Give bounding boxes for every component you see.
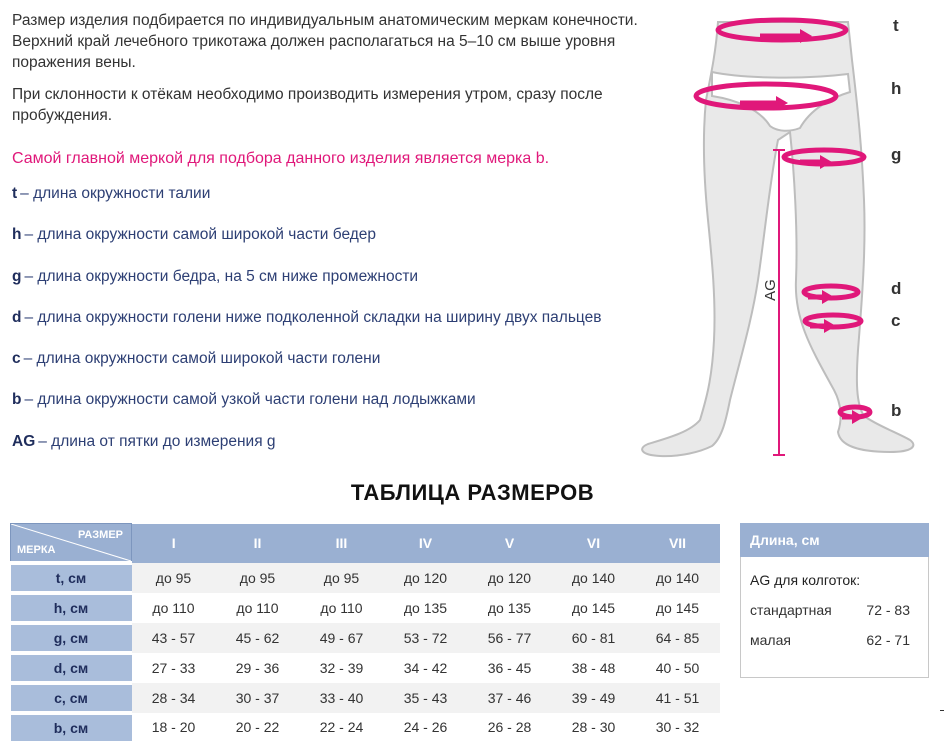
definition-letter: g — [12, 267, 22, 285]
table-cell: 53 - 72 — [384, 623, 468, 653]
length-row-standard — [741, 595, 928, 625]
row-label: g, см — [11, 623, 132, 653]
table-cell: 28 - 30 — [552, 713, 636, 741]
size-table — [10, 523, 720, 741]
table-cell: 29 - 36 — [216, 653, 300, 683]
table-cell: 27 - 33 — [132, 653, 216, 683]
table-row-h — [11, 593, 720, 623]
intro-paragraph-2: При склонности к отёкам необходимо производить измерения утром, сразу после пробуждения. — [12, 86, 603, 124]
table-cell: 26 - 28 — [468, 713, 552, 741]
definition-text: – длина окружности голени ниже подколенной складки на ширину двух пальцев — [24, 308, 602, 326]
table-cell: до 135 — [468, 593, 552, 623]
ag-label: AG — [762, 279, 779, 301]
size-header-row — [11, 524, 720, 564]
size-header: V — [468, 524, 552, 564]
table-row-c — [11, 683, 720, 713]
table-cell: 30 - 37 — [216, 683, 300, 713]
label-t: t — [893, 16, 899, 35]
table-cell: 39 - 49 — [552, 683, 636, 713]
definition-text: – длина окружности самой широкой части бедер — [24, 226, 377, 244]
definitions-list — [12, 185, 702, 474]
table-cell: 22 - 24 — [300, 713, 384, 741]
table-cell: 37 - 46 — [468, 683, 552, 713]
table-cell: до 145 — [552, 593, 636, 623]
definition-d — [12, 309, 702, 350]
table-cell: до 140 — [552, 563, 636, 593]
table-cell: 33 - 40 — [300, 683, 384, 713]
table-cell: 56 - 77 — [468, 623, 552, 653]
label-d: d — [891, 279, 902, 298]
table-row-t — [11, 563, 720, 593]
definition-ag — [12, 433, 702, 474]
table-cell: 45 - 62 — [216, 623, 300, 653]
row-label: c, см — [11, 683, 132, 713]
table-cell: до 145 — [636, 593, 720, 623]
definition-text: – длина окружности талии — [20, 185, 211, 202]
table-cell: до 120 — [468, 563, 552, 593]
definition-t — [12, 185, 702, 226]
length-header: Длина, см — [740, 523, 929, 557]
length-subtitle: AG для колготок: — [750, 572, 861, 588]
table-cell: 43 - 57 — [132, 623, 216, 653]
definition-letter: t — [12, 185, 18, 202]
row-label: d, см — [11, 653, 132, 683]
table-cell: до 135 — [384, 593, 468, 623]
corner-measure-label: МЕРКА — [17, 544, 56, 556]
definition-text: – длина окружности бедра, на 5 см ниже промежности — [24, 267, 419, 285]
table-cell: 40 - 50 — [636, 653, 720, 683]
label-c: c — [891, 311, 901, 330]
length-row-small — [741, 625, 928, 655]
row-label: b, см — [11, 713, 132, 741]
row-label: t, см — [11, 563, 132, 593]
label-g: g — [891, 145, 902, 164]
table-row-d — [11, 653, 720, 683]
definition-b — [12, 391, 702, 432]
table-cell: 38 - 48 — [552, 653, 636, 683]
table-cell: 60 - 81 — [552, 623, 636, 653]
size-header: VI — [552, 524, 636, 564]
intro-text — [12, 10, 652, 137]
length-value: 62 - 71 — [866, 632, 910, 648]
definition-letter: d — [12, 308, 22, 326]
edge-mark — [940, 710, 944, 711]
table-row-g — [11, 623, 720, 653]
definition-text: – длина окружности самой широкой части голени — [23, 350, 381, 368]
definition-letter: c — [12, 350, 21, 368]
table-cell: 20 - 22 — [216, 713, 300, 741]
size-header: I — [132, 524, 216, 564]
table-cell: до 95 — [132, 563, 216, 593]
length-body — [740, 557, 929, 678]
table-cell: 35 - 43 — [384, 683, 468, 713]
definition-g — [12, 268, 702, 309]
key-note: Самой главной меркой для подбора данного изделия является мерка b. — [12, 150, 550, 167]
size-header: VII — [636, 524, 720, 564]
table-cell: 30 - 32 — [636, 713, 720, 741]
table-cell: до 110 — [216, 593, 300, 623]
table-title: ТАБЛИЦА РАЗМЕРОВ — [350, 480, 595, 505]
label-h: h — [891, 79, 902, 98]
definition-text: – длина окружности самой узкой части голени над лодыжками — [24, 391, 476, 409]
table-cell: до 110 — [132, 593, 216, 623]
size-header: III — [300, 524, 384, 564]
table-cell: 18 - 20 — [132, 713, 216, 741]
table-cell: 32 - 39 — [300, 653, 384, 683]
label-b: b — [891, 401, 902, 420]
table-cell: до 120 — [384, 563, 468, 593]
definition-letter: h — [12, 226, 22, 244]
table-cell: до 95 — [216, 563, 300, 593]
intro-paragraph-1: Размер изделия подбирается по индивидуальным анатомическим меркам конечности. Верхний край лечебного трикотажа должен располагаться на 5–10 см выше уровня поражения вены. — [12, 12, 638, 71]
table-cell: до 140 — [636, 563, 720, 593]
table-cell: 24 - 26 — [384, 713, 468, 741]
length-label: стандартная — [750, 602, 832, 618]
definition-h — [12, 226, 702, 267]
corner-cell — [11, 524, 132, 564]
table-cell: до 110 — [300, 593, 384, 623]
table-cell: 64 - 85 — [636, 623, 720, 653]
length-table — [740, 523, 929, 678]
table-cell: 41 - 51 — [636, 683, 720, 713]
row-label: h, см — [11, 593, 132, 623]
legs-illustration — [630, 0, 945, 470]
table-row-b — [11, 713, 720, 741]
corner-size-label: РАЗМЕР — [77, 529, 123, 541]
length-label: малая — [750, 632, 791, 648]
length-value: 72 - 83 — [866, 602, 910, 618]
definition-letter: b — [12, 391, 22, 409]
table-cell: 28 - 34 — [132, 683, 216, 713]
definition-letter: AG — [12, 432, 36, 450]
measurement-figure — [630, 0, 945, 470]
table-cell: 34 - 42 — [384, 653, 468, 683]
definition-text: – длина от пятки до измерения g — [38, 432, 276, 450]
definition-c — [12, 350, 702, 391]
size-header: II — [216, 524, 300, 564]
table-cell: 49 - 67 — [300, 623, 384, 653]
table-cell: 36 - 45 — [468, 653, 552, 683]
table-cell: до 95 — [300, 563, 384, 593]
size-header: IV — [384, 524, 468, 564]
